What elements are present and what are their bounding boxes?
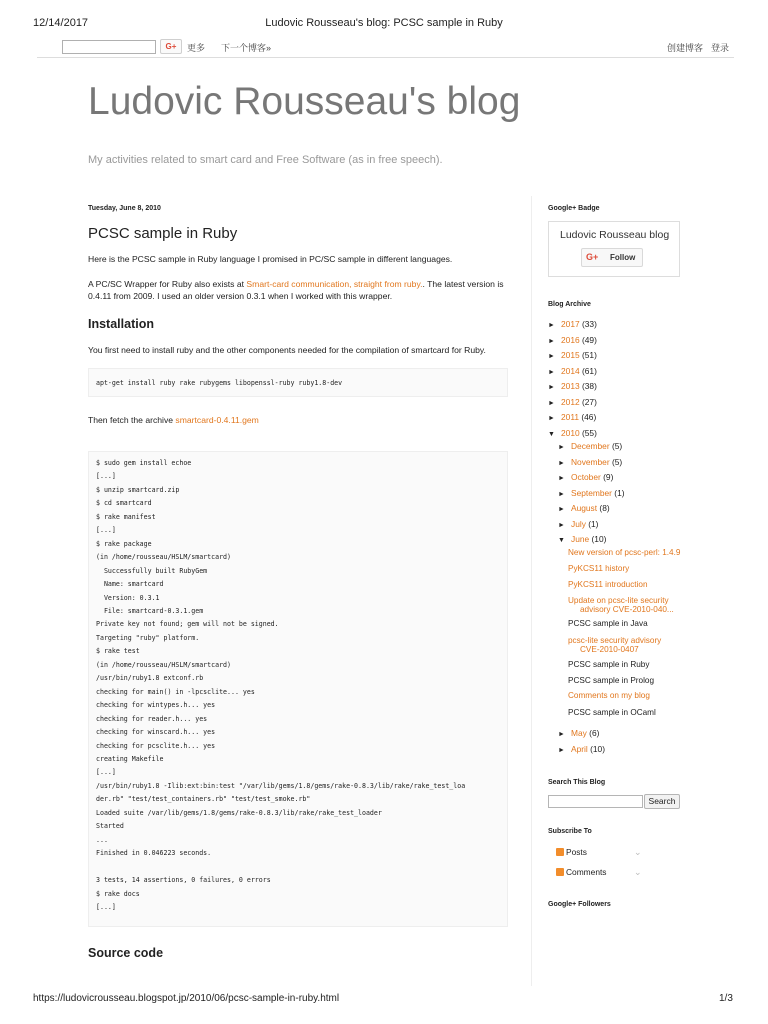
archive-post-link[interactable]: PCSC sample in Prolog xyxy=(568,676,655,685)
rss-feed-icon xyxy=(556,848,564,856)
subscribe-heading: Subscribe To xyxy=(548,828,592,835)
archive-count: (10) xyxy=(590,743,605,754)
archive-count: (27) xyxy=(581,396,597,407)
chevron-down-icon[interactable]: ⌄ xyxy=(634,867,642,877)
archive-month-item[interactable] xyxy=(558,728,599,738)
expand-triangle-icon[interactable]: ► xyxy=(548,384,555,391)
archive-post-link-cont[interactable]: CVE-2010-0407 xyxy=(580,645,639,654)
install-code: apt-get install ruby rake rubygems libopenssl-ruby ruby1.8-dev xyxy=(96,379,343,387)
archive-year-item[interactable] xyxy=(548,366,597,376)
archive-count: (1) xyxy=(614,487,625,498)
post-title[interactable]: PCSC sample in Ruby xyxy=(88,225,238,242)
expand-triangle-icon[interactable]: ► xyxy=(558,506,565,513)
archive-month-link[interactable]: December xyxy=(571,441,610,451)
expand-triangle-icon[interactable]: ► xyxy=(548,322,555,329)
archive-post-link[interactable]: PCSC sample in Java xyxy=(568,619,648,628)
navbar-search-input[interactable] xyxy=(62,40,156,54)
archive-post-link[interactable]: PyKCS11 history xyxy=(568,564,630,573)
archive-year-item[interactable] xyxy=(548,319,597,329)
build-code-block xyxy=(88,451,508,927)
archive-month-item[interactable] xyxy=(558,441,622,451)
blog-title[interactable]: Ludovic Rousseau's blog xyxy=(88,80,521,123)
expand-triangle-icon[interactable]: ► xyxy=(558,731,565,738)
archive-month-link[interactable]: June xyxy=(571,534,590,544)
archive-month-link[interactable]: May xyxy=(571,728,587,738)
fetch-text: Then fetch the archive xyxy=(88,415,176,425)
archive-count: (33) xyxy=(581,319,597,329)
archive-year-link[interactable]: 2011 xyxy=(561,412,580,422)
build-code: $ sudo gem install echoe [...] $ unzip smartcard.zip $ cd smartcard $ rake manifest [...] $ rake package (in /home/rousseau/HSLM/smartcard) Successfully built RubyGem Name: smartcard Version: 0.3.1 File: smartcard-0.3.1.gem Private key not found; gem will not be signed. Targeting "ruby" platform. $ rake test (in /home/rousseau/HSLM/smartcard) /usr/bin/ruby1.8 extconf.rb checking for main() in -lpcsclite... yes checking for wintypes.h... yes checking for reader.h... yes checking for winscard.h... yes checking for pcsclite.h... yes creating Makefile [...] /usr/bin/ruby1.8 -Ilib:ext:bin:test "/var/lib/gems/1.8/gems/rake-0.8.3/lib/rake/rake_test_loa der.rb" "test/test_containers.rb" "test/test_smoke.rb" Loaded suite /var/lib/gems/1.8/gems/rake-0.8.3/lib/rake/rake_test_loader Started ... Finished in 0.046223 seconds. 3 tests, 14 assertions, 0 failures, 0 errors $ rake docs [...] xyxy=(96,459,466,911)
archive-year-item-expanded[interactable] xyxy=(548,428,597,438)
expand-triangle-icon[interactable]: ► xyxy=(558,459,565,467)
archive-post-link-cont[interactable]: advisory CVE-2010-040... xyxy=(580,605,674,614)
feed-label: Comments xyxy=(566,867,607,877)
collapse-triangle-icon[interactable]: ▼ xyxy=(548,430,555,438)
archive-count: (49) xyxy=(581,334,597,345)
post-date: Tuesday, June 8, 2010 xyxy=(88,205,161,212)
expand-triangle-icon[interactable]: ► xyxy=(548,337,555,345)
feed-label: Posts xyxy=(566,847,587,857)
blog-archive-heading: Blog Archive xyxy=(548,301,591,308)
archive-month-link[interactable]: April xyxy=(571,743,588,754)
smartcard-ruby-link[interactable]: Smart-card communication, straight from ruby. xyxy=(246,279,423,289)
expand-triangle-icon[interactable]: ► xyxy=(558,444,565,451)
archive-count: (5) xyxy=(611,456,623,467)
archive-post-link[interactable]: Update on pcsc-lite security xyxy=(568,596,669,605)
archive-year-link[interactable]: 2010 xyxy=(561,427,580,438)
archive-count: (51) xyxy=(581,350,597,360)
post-wrapper-paragraph xyxy=(88,278,508,302)
column-divider xyxy=(531,196,532,986)
archive-month-item[interactable] xyxy=(558,457,622,467)
archive-post-link[interactable]: New version of pcsc-perl: 1.4.9 xyxy=(568,548,681,557)
expand-triangle-icon[interactable]: ► xyxy=(558,475,565,482)
archive-month-link[interactable]: October xyxy=(571,472,601,482)
archive-year-link[interactable]: 2017 xyxy=(561,319,580,329)
expand-triangle-icon[interactable]: ► xyxy=(548,399,555,407)
archive-year-item[interactable] xyxy=(548,335,597,345)
wrapper-text-before: A PC/SC Wrapper for Ruby also exists at xyxy=(88,279,247,289)
blog-search-input[interactable] xyxy=(548,795,643,808)
install-code-block xyxy=(88,368,508,397)
install-instructions: You first need to install ruby and the other components needed for the compilation of smartcard for Ruby. xyxy=(88,345,486,355)
archive-year-link[interactable]: 2016 xyxy=(561,334,580,345)
expand-triangle-icon[interactable]: ► xyxy=(558,490,565,498)
archive-year-link[interactable]: 2014 xyxy=(561,365,580,376)
subscribe-comments[interactable] xyxy=(556,867,646,881)
archive-month-item[interactable] xyxy=(558,744,605,754)
search-blog-heading: Search This Blog xyxy=(548,779,606,786)
rss-feed-icon xyxy=(556,868,564,876)
navbar-login-link[interactable]: 登录 xyxy=(711,43,730,53)
archive-post-link[interactable]: Comments on my blog xyxy=(568,691,650,700)
gplus-badge-heading: Google+ Badge xyxy=(548,205,600,212)
archive-month-link[interactable]: August xyxy=(571,503,598,513)
archive-post-link[interactable]: PCSC sample in OCaml xyxy=(568,708,656,717)
expand-triangle-icon[interactable]: ► xyxy=(548,415,555,422)
archive-month-link[interactable]: September xyxy=(571,487,612,498)
source-code-heading: Source code xyxy=(88,946,164,960)
subscribe-posts[interactable] xyxy=(556,847,646,861)
navbar-more-link[interactable]: 更多 xyxy=(187,43,206,53)
wrapper-text-after: . The latest version is 0.4.11 from 2009. I used an older version 0.3.1 when I worked with this wrapper. xyxy=(88,279,504,301)
archive-count: (61) xyxy=(581,365,597,376)
archive-month-item[interactable] xyxy=(558,488,625,498)
gplus-icon: G+ xyxy=(586,252,599,262)
archive-count: (8) xyxy=(599,503,610,513)
archive-year-item[interactable] xyxy=(548,350,597,360)
smartcard-gem-link[interactable]: smartcard-0.4.11.gem xyxy=(175,415,259,425)
archive-post-link[interactable]: PyKCS11 introduction xyxy=(568,580,648,589)
print-page-title: Ludovic Rousseau's blog: PCSC sample in Ruby xyxy=(265,17,503,29)
installation-heading: Installation xyxy=(88,317,154,331)
archive-count: (6) xyxy=(589,728,600,738)
archive-year-link[interactable]: 2013 xyxy=(561,381,580,391)
collapse-triangle-icon[interactable]: ▼ xyxy=(558,537,565,544)
archive-month-item-expanded[interactable] xyxy=(558,534,606,544)
archive-count: (9) xyxy=(603,472,614,482)
blog-description: My activities related to smart card and Free Software (as in free speech). xyxy=(88,154,443,166)
expand-triangle-icon[interactable]: ► xyxy=(558,521,565,529)
archive-year-link[interactable]: 2012 xyxy=(561,396,580,407)
archive-count: (46) xyxy=(581,412,597,422)
expand-triangle-icon[interactable]: ► xyxy=(558,746,565,754)
expand-triangle-icon[interactable]: ► xyxy=(548,368,555,376)
archive-year-item[interactable] xyxy=(548,412,596,422)
expand-triangle-icon[interactable]: ► xyxy=(548,353,555,360)
gplus-followers-heading: Google+ Followers xyxy=(548,901,611,908)
gplus-share-icon[interactable]: G+ xyxy=(160,39,182,54)
print-url: https://ludovicrousseau.blogspot.jp/2010/06/pcsc-sample-in-ruby.html xyxy=(33,993,340,1004)
archive-month-item[interactable] xyxy=(558,503,610,513)
archive-month-item[interactable] xyxy=(558,472,613,482)
post-intro: Here is the PCSC sample in Ruby language I promised in PC/SC sample in different languages. xyxy=(88,254,453,264)
print-date: 12/14/2017 xyxy=(33,17,89,29)
follow-label: Follow xyxy=(610,253,636,262)
archive-count: (5) xyxy=(611,441,623,451)
chevron-down-icon[interactable]: ⌄ xyxy=(634,847,642,857)
archive-year-link[interactable]: 2015 xyxy=(561,350,580,360)
archive-month-item[interactable] xyxy=(558,519,598,529)
archive-post-link[interactable]: PCSC sample in Ruby xyxy=(568,660,650,669)
archive-post-link[interactable]: pcsc-lite security advisory xyxy=(568,636,662,645)
archive-count: (55) xyxy=(581,427,597,438)
badge-blog-name[interactable]: Ludovic Rousseau blog xyxy=(560,229,670,241)
archive-count: (10) xyxy=(591,534,607,544)
archive-count: (38) xyxy=(581,381,597,391)
archive-month-link[interactable]: November xyxy=(571,456,610,467)
navbar-create-blog-link[interactable]: 创建博客 xyxy=(667,43,704,53)
fetch-paragraph xyxy=(88,414,508,426)
archive-year-item[interactable] xyxy=(548,397,597,407)
print-page-number: 1/3 xyxy=(719,993,733,1004)
archive-year-item[interactable] xyxy=(548,381,597,391)
blog-search-button[interactable]: Search xyxy=(644,794,680,809)
navbar-next-blog-link[interactable]: 下一个博客» xyxy=(221,43,272,53)
archive-month-link[interactable]: July xyxy=(571,518,586,529)
archive-count: (1) xyxy=(588,518,599,529)
